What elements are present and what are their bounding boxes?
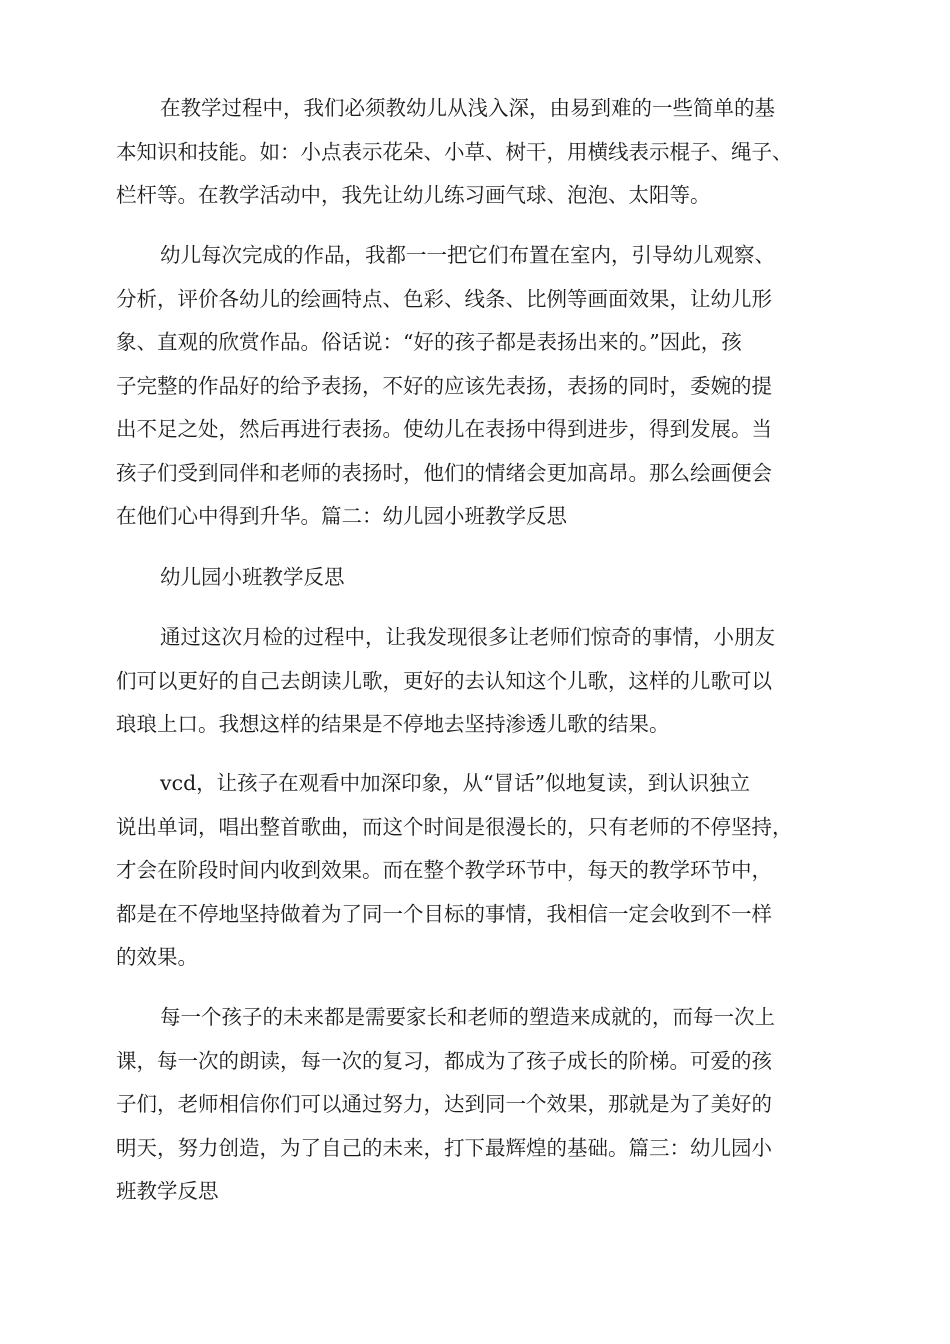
paragraph-1 bbox=[116, 87, 836, 218]
text-line: 栏杆等。在教学活动中，我先让幼儿练习画气球、泡泡、太阳等。 bbox=[116, 183, 711, 207]
text-line: 象、直观的欣赏作品。俗话说：“好的孩子都是表扬出来的。”因此，孩 bbox=[116, 330, 742, 354]
text-line: 子完整的作品好的给予表扬，不好的应该先表扬，表扬的同时，委婉的提 bbox=[116, 373, 772, 398]
paragraph-4 bbox=[116, 616, 836, 747]
text-line: 班教学反思 bbox=[116, 1179, 219, 1203]
text-line: 们可以更好的自己去朗读儿歌，更好的去认知这个儿歌，这样的儿歌可以 bbox=[116, 668, 772, 693]
paragraph-3-heading bbox=[116, 556, 836, 600]
text-line: 在他们心中得到升华。篇二：幼儿园小班教学反思 bbox=[116, 504, 567, 528]
paragraph-2 bbox=[116, 234, 836, 539]
text-line: 才会在阶段时间内收到效果。而在整个教学环节中，每天的教学环节中， bbox=[116, 858, 772, 882]
text-line: 说出单词，唱出整首歌曲，而这个时间是很漫长的，只有老师的不停坚持， bbox=[116, 814, 793, 839]
section-title: 幼儿园小班教学反思 bbox=[160, 565, 345, 589]
text-line: 分析，评价各幼儿的绘画特点、色彩、线条、比例等画面效果，让幼儿形 bbox=[116, 286, 772, 311]
paragraph-5 bbox=[116, 762, 836, 980]
text-line: 出不足之处，然后再进行表扬。使幼儿在表扬中得到进步，得到发展。当 bbox=[116, 417, 772, 441]
text-line: 课，每一次的朗读，每一次的复习，都成为了孩子成长的阶梯。可爱的孩 bbox=[116, 1048, 772, 1073]
text-line: 琅琅上口。我想这样的结果是不停地去坚持渗透儿歌的结果。 bbox=[116, 712, 670, 736]
text-line: 明天，努力创造，为了自己的未来，打下最辉煌的基础。篇三：幼儿园小 bbox=[116, 1135, 772, 1160]
paragraph-6 bbox=[116, 996, 836, 1214]
text-line: 都是在不停地坚持做着为了同一个目标的事情，我相信一定会收到不一样 bbox=[116, 901, 772, 926]
text-line: 在教学过程中，我们必须教幼儿从浅入深，由易到难的一些简单的基 bbox=[160, 96, 775, 120]
text-line: 子们，老师相信你们可以通过努力，达到同一个效果，那就是为了美好的 bbox=[116, 1092, 772, 1116]
text-line: 每一个孩子的未来都是需要家长和老师的塑造来成就的，而每一次上 bbox=[160, 1005, 775, 1029]
text-line: vcd，让孩子在观看中加深印象，从“冒话”似地复读，到认识独立 bbox=[160, 771, 751, 795]
text-line: 通过这次月检的过程中，让我发现很多让老师们惊奇的事情，小朋友 bbox=[160, 625, 775, 649]
text-line: 孩子们受到同伴和老师的表扬时，他们的情绪会更加高昂。那么绘画便会 bbox=[116, 460, 772, 485]
text-line: 幼儿每次完成的作品，我都一一把它们布置在室内，引导幼儿观察、 bbox=[160, 243, 775, 267]
text-line: 本知识和技能。如：小点表示花朵、小草、树干，用横线表示棍子、绳子、 bbox=[116, 139, 793, 164]
text-line: 的效果。 bbox=[116, 945, 198, 969]
